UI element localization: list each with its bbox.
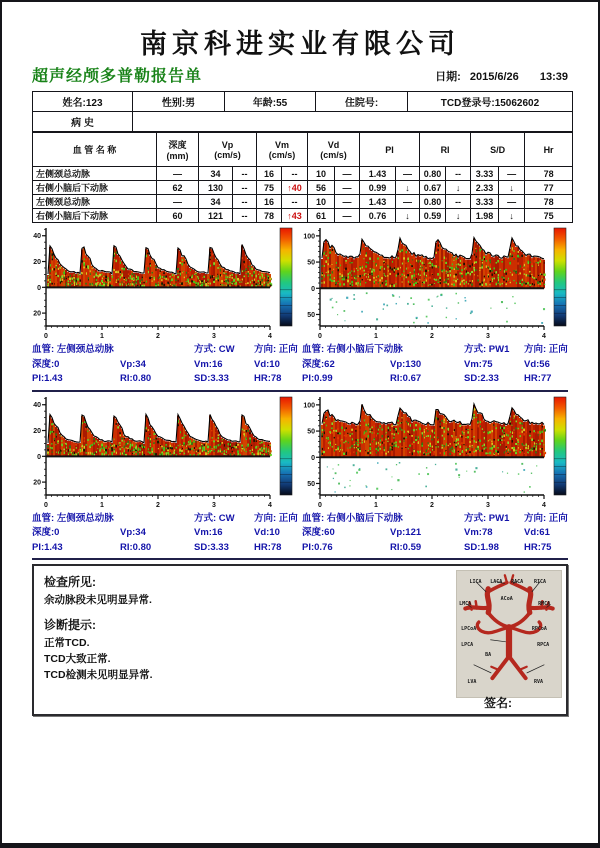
cell-vm-flag: --	[282, 167, 308, 181]
annotation-value: HR:78	[254, 541, 282, 553]
table-header-row	[33, 133, 573, 167]
svg-text:20: 20	[33, 259, 41, 267]
cell-vp: 34	[199, 167, 233, 181]
cell-vd: 61	[308, 209, 335, 223]
annotation-value: 深度:0	[32, 358, 60, 370]
cell-depth: —	[157, 195, 199, 209]
cell-vp-flag: --	[233, 181, 257, 195]
cell-vd: 10	[308, 195, 335, 209]
findings-seen-label: 检查所见:	[44, 575, 96, 589]
diagnosis-line-1: 正常TCD.	[44, 637, 90, 649]
annotation-mode: 方式: PW1	[464, 512, 510, 524]
diagnosis-line-2: TCD大致正常.	[44, 653, 111, 665]
cell-pi-flag: —	[396, 195, 420, 209]
cell-hr: 78	[525, 195, 573, 209]
svg-text:3: 3	[212, 333, 216, 340]
svg-text:40: 40	[33, 401, 41, 409]
annotation-value: Vd:61	[524, 527, 550, 538]
annotation-value: PI:1.43	[32, 541, 63, 553]
annotation-value: Vm:75	[464, 358, 493, 370]
annotation-value: Vd:10	[254, 527, 280, 538]
svg-text:20: 20	[33, 427, 41, 435]
annotation-value: 深度:62	[302, 358, 335, 370]
doppler-spectrogram-bottom-right	[302, 395, 576, 511]
cell-depth: 62	[157, 181, 199, 195]
cell-vp-flag: --	[233, 209, 257, 223]
chart-annotation-top-left	[32, 343, 302, 387]
artery-drawing	[457, 571, 561, 697]
artery-label-rpcoa: RPCoA	[531, 626, 547, 633]
cell-pi: 1.43	[360, 195, 396, 209]
svg-text:0: 0	[318, 333, 322, 340]
col-header: Vp (cm/s)	[199, 133, 257, 167]
chart-annotation-bottom-right	[302, 512, 572, 556]
cell-sd-flag: ↓	[499, 181, 525, 195]
annotation-value: HR:78	[254, 373, 282, 384]
svg-text:1: 1	[100, 501, 104, 509]
col-header: 深度 (mm)	[157, 133, 199, 167]
cell-vp: 121	[199, 209, 233, 223]
patient-admission: 住院号:	[316, 92, 408, 112]
svg-text:4: 4	[542, 333, 546, 340]
annotations-row-top	[32, 343, 568, 392]
doppler-spectrogram-top-right	[302, 226, 576, 342]
annotation-value: Vp:34	[120, 358, 146, 370]
patient-name: 姓名:123	[33, 92, 133, 112]
cell-sd: 3.33	[471, 195, 499, 209]
annotation-value: RI:0.80	[120, 373, 152, 384]
cell-vm: 16	[257, 195, 282, 209]
annotation-value: Vm:78	[464, 527, 493, 538]
cell-ri: 0.80	[420, 195, 446, 209]
chart-annotation-top-right	[302, 343, 572, 387]
artery-label-ba: BA	[485, 651, 492, 658]
annotation-mode: 方式: PW1	[464, 344, 510, 355]
cell-vd-flag: —	[335, 209, 360, 223]
annotation-value: RI:0.80	[120, 541, 152, 553]
annotation-value: PI:0.99	[302, 373, 333, 384]
date-value: 2015/6/26	[469, 71, 519, 83]
annotation-value: SD:3.33	[194, 541, 229, 553]
svg-text:0: 0	[44, 501, 48, 509]
annotation-value: PI:1.43	[32, 373, 63, 384]
svg-text:4: 4	[268, 333, 272, 340]
svg-text:50: 50	[307, 428, 315, 436]
annotation-vessel: 血管: 右侧小脑后下动脉	[302, 512, 403, 524]
table-row	[33, 181, 573, 195]
svg-text:0: 0	[318, 501, 322, 509]
annotation-vessel: 血管: 右侧小脑后下动脉	[302, 344, 403, 355]
annotation-value: SD:2.33	[464, 373, 499, 384]
artery-label-raca: RACA	[511, 578, 524, 585]
chart-annotation-bottom-left	[32, 512, 302, 556]
annotation-value: 深度:0	[32, 527, 60, 538]
col-header: Hr	[525, 133, 573, 167]
table-row	[33, 195, 573, 209]
findings-text	[44, 571, 153, 683]
col-header: 血 管 名 称	[33, 133, 157, 167]
cell-vd: 10	[308, 167, 335, 181]
cell-vessel: 左侧颈总动脉	[33, 167, 157, 181]
svg-text:0: 0	[44, 333, 48, 340]
report-title: 超声经颅多普勒报告单	[32, 68, 203, 85]
svg-text:100: 100	[303, 233, 315, 241]
patient-tcd-id: TCD登录号:15062602	[408, 92, 573, 112]
cell-hr: 77	[525, 181, 573, 195]
cell-sd: 3.33	[471, 167, 499, 181]
history-value	[133, 112, 573, 132]
cell-vessel: 左侧颈总动脉	[33, 195, 157, 209]
artery-label-rmca: RMCA	[538, 601, 551, 608]
cell-ri-flag: ↓	[446, 181, 471, 195]
cell-sd-flag: ↓	[499, 209, 525, 223]
cell-pi: 0.99	[360, 181, 396, 195]
svg-text:3: 3	[212, 501, 216, 509]
annotation-value: Vp:121	[390, 527, 422, 538]
annotation-value: Vm:16	[194, 527, 223, 538]
subtitle-row	[32, 63, 568, 86]
svg-text:0: 0	[37, 453, 41, 461]
cell-sd-flag: —	[499, 195, 525, 209]
cell-vd-flag: —	[335, 195, 360, 209]
svg-text:50: 50	[307, 311, 315, 319]
artery-label-lica: LICA	[469, 578, 482, 585]
report-datetime	[429, 68, 568, 86]
annotation-value: RI:0.59	[390, 541, 422, 553]
svg-text:2: 2	[156, 333, 160, 340]
findings-seen-line: 余动脉段未见明显异常.	[44, 594, 152, 606]
cell-pi-flag: ↓	[396, 209, 420, 223]
cell-vm-flag: ↑40	[282, 181, 308, 195]
cell-depth: —	[157, 167, 199, 181]
annotation-direction: 方向: 正向	[254, 512, 298, 524]
patient-info-table	[32, 91, 573, 132]
cell-pi: 0.76	[360, 209, 396, 223]
cell-ri: 0.67	[420, 181, 446, 195]
cell-vessel: 右侧小脑后下动脉	[33, 181, 157, 195]
svg-text:1: 1	[374, 333, 378, 340]
doppler-spectrogram-bottom-left	[28, 395, 302, 511]
annotation-value: Vd:56	[524, 358, 550, 370]
artery-label-lva: LVA	[467, 679, 477, 686]
table-row	[33, 167, 573, 181]
artery-label-acoa: ACoA	[500, 596, 513, 603]
artery-label-rva: RVA	[533, 679, 543, 686]
annotation-direction: 方向: 正向	[254, 344, 298, 355]
table-row	[33, 209, 573, 223]
annotation-value: Vm:16	[194, 358, 223, 370]
svg-text:4: 4	[542, 501, 546, 509]
svg-text:40: 40	[33, 233, 41, 241]
col-header: S/D	[471, 133, 525, 167]
cell-ri-flag: --	[446, 195, 471, 209]
company-title: 南京科进实业有限公司	[140, 29, 460, 59]
cell-pi-flag: —	[396, 167, 420, 181]
history-row	[33, 112, 573, 132]
time-value: 13:39	[539, 71, 568, 83]
cell-ri: 0.59	[420, 209, 446, 223]
cell-hr: 78	[525, 167, 573, 181]
svg-text:2: 2	[156, 501, 160, 509]
svg-text:100: 100	[303, 401, 315, 409]
annotation-value: Vd:10	[254, 358, 280, 370]
svg-text:50: 50	[307, 480, 315, 488]
cell-vd-flag: —	[335, 167, 360, 181]
col-header: RI	[420, 133, 471, 167]
col-header: PI	[360, 133, 420, 167]
annotation-value: Vp:130	[390, 358, 422, 370]
annotation-value: PI:0.76	[302, 541, 333, 553]
svg-text:4: 4	[268, 501, 272, 509]
annotation-vessel: 血管: 左侧颈总动脉	[32, 344, 114, 355]
artery-label-rpca: RPCA	[537, 641, 550, 648]
artery-label-laca: LACA	[490, 578, 503, 585]
annotation-value: 深度:60	[302, 527, 335, 538]
cell-vm-flag: ↑43	[282, 209, 308, 223]
cell-sd-flag: —	[499, 167, 525, 181]
annotations-row-bottom	[32, 512, 568, 561]
cell-vessel: 右侧小脑后下动脉	[33, 209, 157, 223]
artery-label-lpca: LPCA	[461, 641, 474, 648]
cell-ri-flag: --	[446, 167, 471, 181]
annotation-value: Vp:34	[120, 527, 146, 538]
history-label: 病 史	[33, 112, 133, 132]
svg-text:50: 50	[307, 259, 315, 267]
patient-row	[33, 92, 573, 112]
patient-gender: 性别:男	[133, 92, 225, 112]
cell-vp: 130	[199, 181, 233, 195]
cell-vm: 75	[257, 181, 282, 195]
cell-vd-flag: —	[335, 181, 360, 195]
findings-box	[32, 564, 568, 716]
annotation-value: SD:3.33	[194, 373, 229, 384]
cell-vp-flag: --	[233, 195, 257, 209]
measurement-table	[32, 132, 573, 223]
annotation-value: HR:75	[524, 541, 552, 553]
signature-label: 签名:	[484, 696, 512, 710]
circle-of-willis-diagram	[456, 570, 562, 698]
svg-text:1: 1	[100, 333, 104, 340]
cell-ri-flag: ↓	[446, 209, 471, 223]
cell-pi-flag: ↓	[396, 181, 420, 195]
cell-vp: 34	[199, 195, 233, 209]
patient-age: 年龄:55	[225, 92, 316, 112]
annotation-mode: 方式: CW	[194, 512, 235, 524]
svg-text:20: 20	[33, 310, 41, 318]
cell-vm: 16	[257, 167, 282, 181]
annotation-mode: 方式: CW	[194, 344, 235, 355]
artery-label-lmca: LMCA	[459, 601, 472, 608]
cell-ri: 0.80	[420, 167, 446, 181]
svg-text:2: 2	[430, 333, 434, 340]
charts-row-top	[28, 226, 572, 342]
annotation-direction: 方向: 正向	[524, 344, 568, 355]
col-header: Vd (cm/s)	[308, 133, 360, 167]
svg-text:20: 20	[33, 479, 41, 487]
date-label: 日期:	[435, 71, 461, 83]
svg-text:2: 2	[430, 501, 434, 509]
cell-sd: 2.33	[471, 181, 499, 195]
cell-vp-flag: --	[233, 167, 257, 181]
artery-label-rica: RICA	[533, 578, 546, 585]
cell-vm-flag: --	[282, 195, 308, 209]
cell-vd: 56	[308, 181, 335, 195]
artery-label-lpcoa: LPCoA	[461, 626, 477, 633]
doppler-spectrogram-top-left	[28, 226, 302, 342]
annotation-value: SD:1.98	[464, 541, 499, 553]
annotation-value: RI:0.67	[390, 373, 422, 384]
svg-text:0: 0	[37, 284, 41, 292]
svg-text:0: 0	[311, 285, 315, 293]
svg-text:3: 3	[486, 501, 490, 509]
svg-text:0: 0	[311, 454, 315, 462]
svg-text:1: 1	[374, 501, 378, 509]
cell-hr: 75	[525, 209, 573, 223]
cell-vm: 78	[257, 209, 282, 223]
diagnosis-label: 诊断提示:	[44, 618, 96, 632]
col-header: Vm (cm/s)	[257, 133, 308, 167]
charts-row-bottom	[28, 395, 572, 511]
annotation-value: HR:77	[524, 373, 552, 384]
annotation-vessel: 血管: 左侧颈总动脉	[32, 512, 114, 524]
cell-sd: 1.98	[471, 209, 499, 223]
svg-text:3: 3	[486, 333, 490, 340]
cell-depth: 60	[157, 209, 199, 223]
diagnosis-line-3: TCD检测未见明显异常.	[44, 669, 153, 681]
cell-pi: 1.43	[360, 167, 396, 181]
annotation-direction: 方向: 正向	[524, 512, 568, 524]
